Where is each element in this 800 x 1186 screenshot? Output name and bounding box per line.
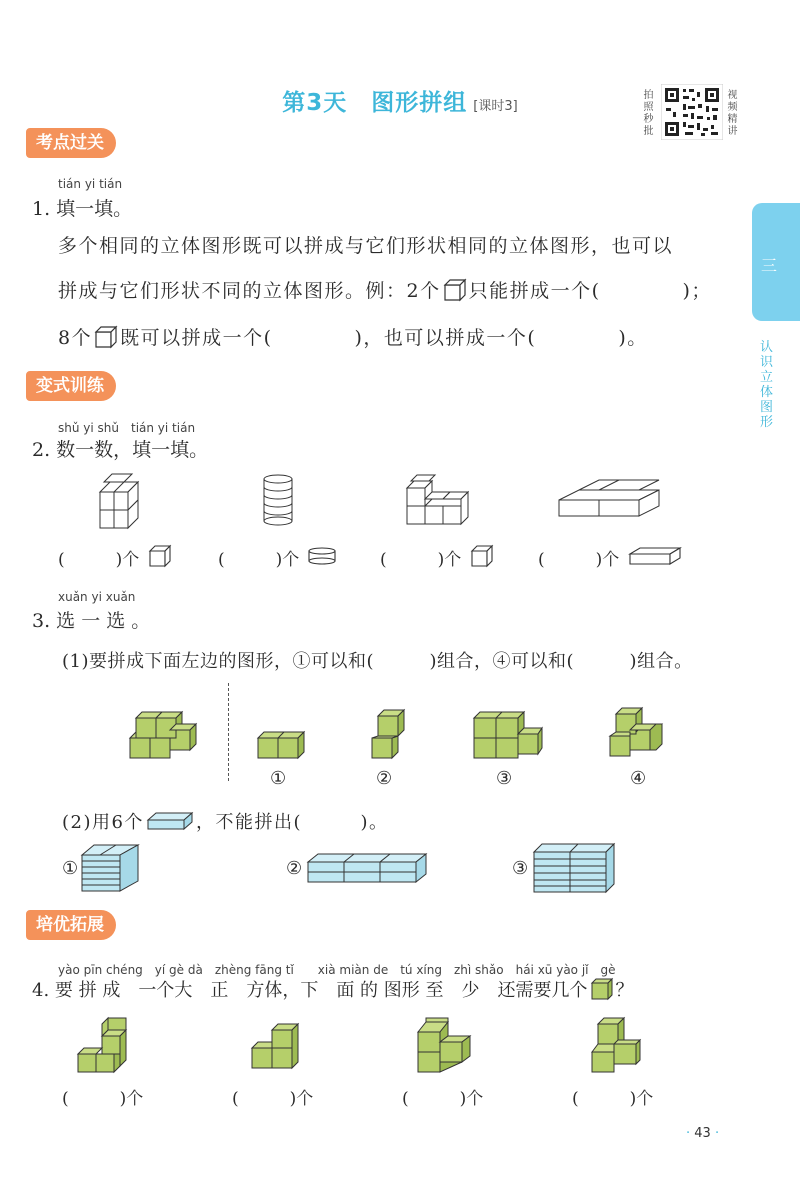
q4-answer-2[interactable] — [232, 1084, 313, 1109]
dot-icon: · — [714, 1126, 720, 1141]
cube-icon — [148, 544, 174, 572]
q4-pinyin: yào pīn chéng yí gè dà zhèng fāng tǐ xià miàn de tú xíng zhì shǎo hái xū yào jǐ gè — [58, 963, 616, 977]
green-cube-icon — [590, 977, 614, 1006]
q4-figure-2 — [250, 1022, 302, 1072]
title-text: 第3天 图形拼组 — [282, 90, 468, 116]
qr-block — [643, 84, 743, 140]
q3-part2-option-2-label[interactable]: ② — [286, 858, 303, 879]
q2-answer-2[interactable] — [218, 545, 299, 570]
qr-code-icon[interactable] — [661, 84, 723, 140]
q4-answer-2-text: ( )个 — [232, 1089, 314, 1109]
q1-line2-a: 拼成与它们形状不同的立体图形。例：2个 — [58, 280, 441, 302]
q1-line2-b: 只能拼成一个( )； — [468, 280, 712, 302]
divider-dashed — [228, 683, 229, 781]
q2-answer-2-text: ( )个 — [218, 550, 300, 570]
q4-answer-4[interactable] — [572, 1084, 653, 1109]
q3-part2 — [62, 808, 389, 836]
q4-answer-1[interactable] — [62, 1084, 143, 1109]
q2-figure-cylinder-stack — [262, 474, 294, 526]
q2-answer-4-text: ( )个 — [538, 550, 620, 570]
dot-icon: · — [686, 1126, 691, 1141]
q1-line2 — [58, 276, 712, 307]
q4-answer-4-text: ( )个 — [572, 1089, 654, 1109]
q4-heading — [32, 976, 634, 1006]
q4-heading-b: ？ — [615, 980, 634, 1001]
q3-part2-option-1-figure — [80, 843, 142, 893]
q4-figure-4 — [590, 1014, 642, 1074]
q3-option-3-figure — [472, 706, 544, 760]
q2-answer-3[interactable] — [380, 545, 461, 570]
q3-part2-option-1-label[interactable]: ① — [62, 858, 79, 879]
q3-option-2-label[interactable]: ② — [376, 768, 393, 789]
brick-icon — [628, 546, 682, 570]
q3-part2-option-2-figure — [306, 852, 428, 884]
blue-brick-icon — [146, 811, 194, 836]
q3-pinyin: xuǎn yi xuǎn — [58, 590, 136, 604]
q4-answer-1-text: ( )个 — [62, 1089, 144, 1109]
q3-option-1-label[interactable]: ① — [270, 768, 287, 789]
section-badge-1: 考点过关 — [26, 128, 116, 158]
lesson-label: [课时3] — [473, 99, 518, 114]
q3-option-4-label[interactable]: ④ — [630, 768, 647, 789]
q3-part2-option-3-figure — [532, 842, 616, 894]
q1-line3-a: 8个 — [58, 327, 93, 349]
q2-figure-cube-steps — [405, 472, 469, 526]
q3-target-figure — [128, 700, 204, 760]
q1-pinyin: tián yi tián — [58, 177, 123, 191]
q4-heading-a: 4. 要 拼 成 一个大 正 方体，下 面 的 图形 至 少 还需要几个 — [32, 980, 588, 1001]
page-number — [686, 1126, 719, 1141]
q3-option-2-figure — [370, 702, 410, 760]
q2-answer-1[interactable] — [58, 545, 139, 570]
q1-line3 — [58, 323, 648, 354]
q2-answer-4[interactable] — [538, 545, 619, 570]
chapter-label: 认识立体图形 — [760, 340, 774, 430]
q3-part2-b: ，不能拼出( )。 — [195, 812, 389, 833]
q3-part2-option-3-label[interactable]: ③ — [512, 858, 529, 879]
q3-option-4-figure — [608, 702, 666, 760]
q3-part1: (1)要拼成下面左边的图形，①可以和( )组合，④可以和( )组合。 — [62, 651, 693, 672]
q1-line3-b: 既可以拼成一个( )，也可以拼成一个( )。 — [120, 327, 648, 349]
qr-left-text: 拍照秒批 — [643, 90, 654, 137]
q3-option-3-label[interactable]: ③ — [496, 768, 513, 789]
q4-figure-1 — [76, 1016, 134, 1074]
q1-heading: 1. 填一填。 — [32, 198, 133, 220]
page-number-text: 43 — [694, 1126, 711, 1141]
qr-right-text: 视频精讲 — [727, 90, 738, 137]
q2-figure-cube-stack — [98, 470, 142, 530]
section-badge-3: 培优拓展 — [26, 910, 116, 940]
q4-figure-3 — [416, 1016, 474, 1074]
q3-option-1-figure — [256, 728, 306, 760]
q2-heading: 2. 数一数，填一填。 — [32, 439, 209, 461]
cylinder-icon — [307, 546, 337, 570]
chapter-tab — [752, 203, 800, 321]
q4-answer-3[interactable] — [402, 1084, 483, 1109]
q2-figure-brick-stack — [557, 478, 667, 518]
q1-line1: 多个相同的立体图形既可以拼成与它们形状相同的立体图形，也可以 — [58, 235, 674, 257]
chapter-tab-text: 三 — [760, 256, 777, 275]
cube-icon — [470, 544, 496, 572]
cube-icon — [443, 278, 467, 307]
q3-part2-a: (2)用6个 — [62, 812, 144, 833]
q2-pinyin: shǔ yi shǔ tián yi tián — [58, 421, 196, 435]
q4-answer-3-text: ( )个 — [402, 1089, 484, 1109]
q3-heading: 3. 选 一 选 。 — [32, 610, 151, 632]
q2-answer-3-text: ( )个 — [380, 550, 462, 570]
q2-answer-1-text: ( )个 — [58, 550, 140, 570]
section-badge-2: 变式训练 — [26, 371, 116, 401]
cube-icon — [94, 325, 118, 354]
